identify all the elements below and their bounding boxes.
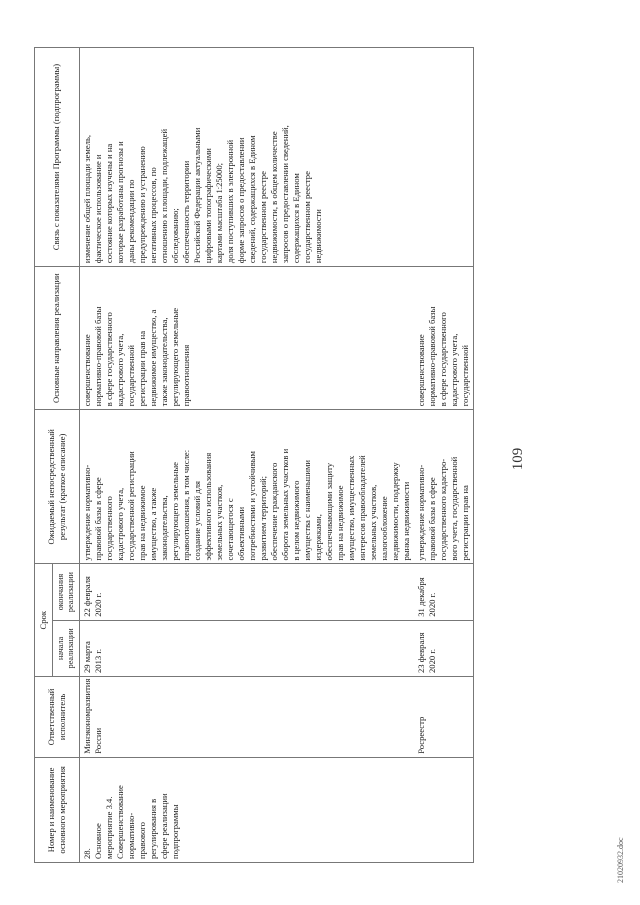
cell-executor	[414, 677, 474, 758]
header-result: Ожидаемый непосредственный результат (краткое описание)	[35, 410, 80, 564]
page-number: 109	[510, 447, 526, 471]
header-directions: Основные направления реализации	[35, 267, 80, 410]
start-date: 23 февраля 2020 г.	[415, 632, 437, 674]
header-num-name: Номер и наименование основного мероприятия	[35, 757, 80, 862]
cell-result	[414, 410, 474, 564]
executor-text: Росреестр	[415, 716, 426, 754]
cell-indicators	[79, 48, 414, 267]
cell-end	[79, 564, 414, 620]
header-end: окончания реализации	[53, 564, 80, 620]
cell-start	[414, 620, 474, 676]
cell-result	[79, 410, 414, 564]
directions-text: совершенствование нормативно-правовой базы в сфере государственного кадастрового учета, государственной	[415, 306, 470, 407]
table-row	[79, 48, 414, 863]
header-executor: Ответственный исполнитель	[35, 677, 80, 758]
cell-num-name	[414, 757, 474, 862]
directions-text: совершенствование нормативно-правовой базы в сфере государственного кадастрового учета, государственной регистрации прав на недвижимое имущество, а также законодательства, регулирующего земельные правоотношения	[81, 306, 191, 407]
cell-directions	[79, 267, 414, 410]
end-date: 22 февраля 2020 г.	[81, 576, 103, 617]
result-text: утверждение нормативно- правовой базы в сфере государственного кадастрового учета, государственной регистрации прав на недвижимое имущество, а также законодательства, регулирующего земельные правоотношения, в том числе: создание условий для эффективного использования земельных участков, сочетающегося с объективными потребностями и устойчивым развитием территорий; обеспечение гражданского оборота земельных участков и в целом недвижимого имущества с наименьшими издержками, обеспечивающими защиту прав на недвижимое имущество, имущественных интересов правообладателей земельных участков, налогообложение недвижимости, поддержку рынка недвижимости	[81, 448, 411, 561]
row-number: 28.	[81, 848, 92, 859]
header-start: начала реализации	[53, 620, 80, 676]
result-text: утверждение нормативно- правовой базы в сфере государственного кадастро- вого учета, государственной регистрации прав на	[415, 456, 470, 561]
table-row	[414, 48, 474, 863]
header-row	[35, 48, 53, 863]
header-indicators: Связь с показателями Программы (подпрограммы)	[35, 48, 80, 267]
cell-end	[414, 564, 474, 620]
document-filename: 21020932.doc	[616, 837, 625, 883]
measures-table	[34, 47, 474, 863]
executor-text: Минэкономразвития России	[81, 678, 103, 754]
end-date: 31 декабря 2020 г.	[415, 577, 437, 617]
cell-num-name	[79, 757, 414, 862]
cell-executor	[79, 677, 414, 758]
measure-name: Основное мероприятие 3.4. Совершенствование нормативно- правового регулирования в сфере реализации подпрограммы	[92, 785, 180, 859]
cell-directions	[414, 267, 474, 410]
start-date: 29 марта 2013 г.	[81, 641, 103, 674]
cell-indicators	[414, 48, 474, 267]
cell-start	[79, 620, 414, 676]
indicators-text: изменение общей площади земель, фактическое использование и состояние которых изучены и на которые разработаны прогнозы и даны рекомендации по предупреждению и устранению негативных процессов, по отношению к площади, подлежащей обследованию; обеспеченность территории Российской Федерации актуальными цифровыми топографическими картами масштаба 1:25000; доля поступивших в электронной форме запросов о предоставлении сведений, содержащихся в Едином государственном реестре недвижимости, в общем количестве запросов о предоставлении сведений, содержащихся в Едином государственном реестре недвижимости	[81, 125, 323, 264]
header-term: Срок	[35, 564, 53, 677]
